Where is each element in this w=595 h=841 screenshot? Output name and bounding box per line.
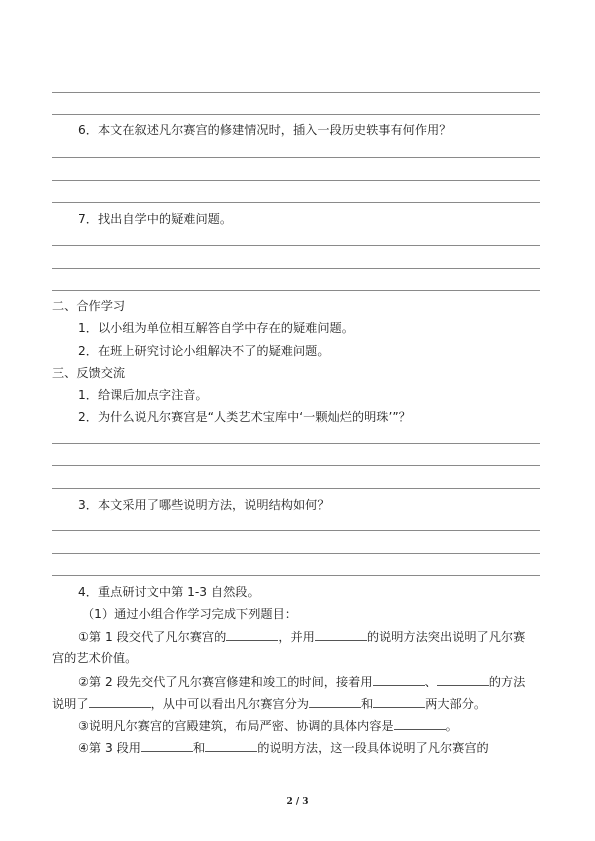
list-item: 2．在班上研究讨论小组解决不了的疑难问题。	[78, 344, 330, 358]
answer-line	[52, 157, 540, 158]
fill-blank-line-cont: 说明了 ，从中可以看出凡尔赛宫分为 和 两大部分。	[52, 697, 487, 711]
answer-line	[52, 290, 540, 291]
answer-line	[52, 180, 540, 181]
fill-blank[interactable]	[373, 696, 425, 708]
answer-line	[52, 114, 540, 115]
fill-blank[interactable]	[226, 629, 278, 641]
fill-blank[interactable]	[141, 740, 193, 752]
fill-blank-line: ①第 1 段交代了凡尔赛宫的 ，并用 的说明方法突出说明了凡尔赛	[78, 630, 526, 644]
fill-blank[interactable]	[437, 674, 489, 686]
question-item: 2．为什么说凡尔赛宫是“人类艺术宝库中‘一颗灿烂的明珠’”？	[78, 410, 411, 424]
fill-blank-line: ②第 2 段先交代了凡尔赛宫修建和竣工的时间，接着用 、 的方法	[78, 675, 526, 689]
answer-line	[52, 553, 540, 554]
answer-line	[52, 443, 540, 444]
fill-blank[interactable]	[205, 740, 257, 752]
fill-blank[interactable]	[89, 696, 151, 708]
section-heading-feedback: 三、反馈交流	[52, 366, 126, 380]
fill-blank[interactable]	[373, 674, 425, 686]
answer-line	[52, 575, 540, 576]
fill-blank[interactable]	[315, 629, 367, 641]
answer-line	[52, 530, 540, 531]
sub-question: （1）通过小组合作学习完成下列题目：	[82, 607, 297, 621]
list-item: 1．给课后加点字注音。	[78, 388, 208, 402]
page-number: 2 / 3	[286, 797, 309, 807]
answer-line	[52, 488, 540, 489]
question-item: 4．重点研讨文中第 1-3 自然段。	[78, 585, 260, 599]
question-7: 7．找出自学中的疑难问题。	[78, 212, 233, 226]
fill-blank[interactable]	[394, 718, 446, 730]
answer-line	[52, 92, 540, 93]
answer-line	[52, 268, 540, 269]
question-item: 3．本文采用了哪些说明方法，说明结构如何？	[78, 498, 330, 512]
section-heading-cooperative: 二、合作学习	[52, 299, 126, 313]
answer-line	[52, 245, 540, 246]
list-item: 1．以小组为单位相互解答自学中存在的疑难问题。	[78, 321, 354, 335]
fill-blank-line: ③说明凡尔赛宫的宫殿建筑，布局严密、协调的具体内容是 。	[78, 719, 458, 733]
answer-line	[52, 202, 540, 203]
fill-blank-line-cont: 宫的艺术价值。	[52, 651, 138, 665]
question-6: 6．本文在叙述凡尔赛宫的修建情况时，插入一段历史轶事有何作用？	[78, 123, 452, 137]
answer-line	[52, 465, 540, 466]
fill-blank-line: ④第 3 段用 和 的说明方法，这一段具体说明了凡尔赛宫的	[78, 741, 489, 755]
fill-blank[interactable]	[309, 696, 361, 708]
